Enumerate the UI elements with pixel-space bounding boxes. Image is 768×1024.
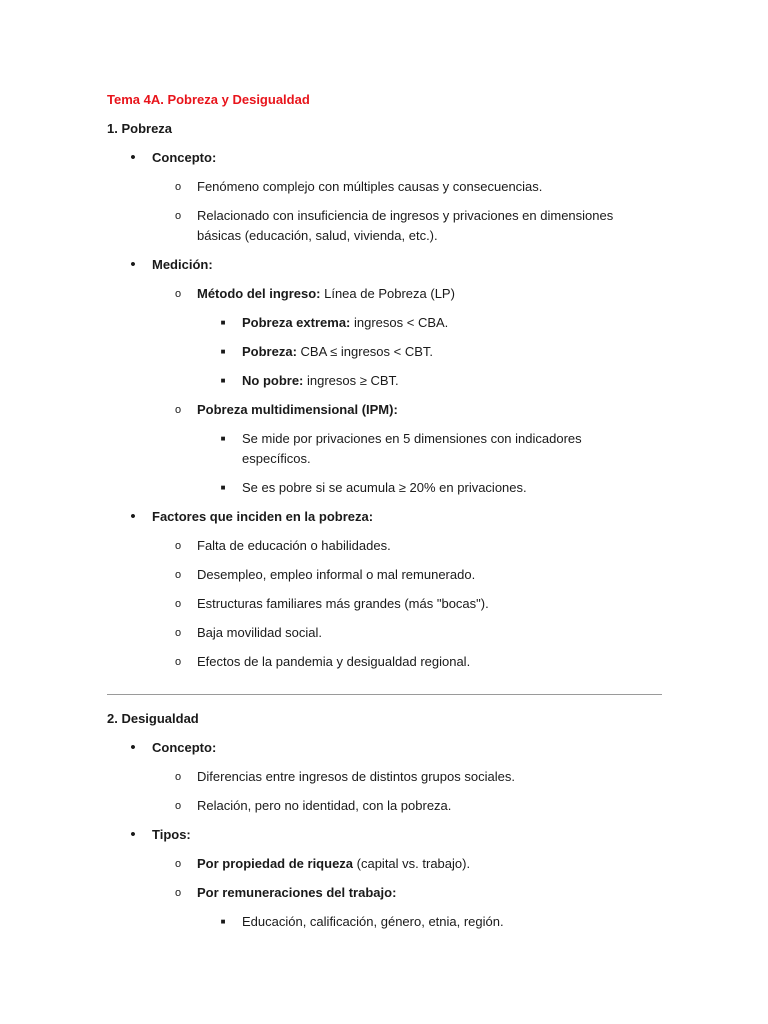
- bullet-marker: o: [174, 656, 182, 668]
- bullet-marker: o: [174, 800, 182, 812]
- item-label: Por propiedad de riqueza: [197, 856, 354, 871]
- bullet-marker: •: [130, 149, 136, 166]
- bullet-marker: o: [174, 858, 182, 870]
- list-item: [242, 313, 448, 333]
- item-label: Pobreza:: [242, 344, 297, 359]
- horizontal-divider: [107, 694, 662, 695]
- item-label: No pobre:: [242, 373, 304, 388]
- list-item: Estructuras familiares más grandes (más "bocas").: [197, 596, 489, 611]
- bullet-marker: ■: [220, 318, 226, 327]
- list-item: Falta de educación o habilidades.: [197, 538, 391, 553]
- bullet-marker: ■: [220, 917, 226, 926]
- list-item: Desempleo, empleo informal o mal remunerado.: [197, 567, 476, 582]
- metodo-ingreso-label: Método del ingreso:: [197, 286, 321, 301]
- concepto-label: Concepto:: [152, 740, 217, 755]
- list-item: Relacionado con insuficiencia de ingresos y privaciones en dimensiones: [197, 208, 614, 223]
- document-title: Tema 4A. Pobreza y Desigualdad: [107, 92, 310, 107]
- list-item: Baja movilidad social.: [197, 625, 323, 640]
- list-item: Se mide por privaciones en 5 dimensiones con indicadores: [242, 431, 582, 446]
- medicion-label: Medición:: [152, 257, 213, 272]
- list-item: [197, 854, 470, 874]
- bullet-marker: o: [174, 181, 182, 193]
- bullet-marker: o: [174, 598, 182, 610]
- list-item: Efectos de la pandemia y desigualdad regional.: [197, 654, 471, 669]
- list-item: Se es pobre si se acumula ≥ 20% en privaciones.: [242, 480, 527, 495]
- bullet-marker: ■: [220, 347, 226, 356]
- bullet-marker: o: [174, 288, 182, 300]
- concepto-label: Concepto:: [152, 150, 217, 165]
- section-heading-pobreza: 1. Pobreza: [107, 121, 173, 136]
- item-text: (capital vs. trabajo).: [353, 856, 471, 871]
- list-item: [242, 342, 433, 362]
- item-text: ingresos < CBA.: [350, 315, 449, 330]
- bullet-marker: •: [130, 826, 136, 843]
- metodo-ingreso-item: [197, 284, 455, 304]
- tipos-label: Tipos:: [152, 827, 191, 842]
- ipm-label: Pobreza multidimensional (IPM):: [197, 402, 398, 417]
- remuneraciones-label: Por remuneraciones del trabajo:: [197, 885, 397, 900]
- bullet-marker: o: [174, 627, 182, 639]
- bullet-marker: o: [174, 210, 182, 222]
- bullet-marker: o: [174, 540, 182, 552]
- item-text: CBA ≤ ingresos < CBT.: [296, 344, 434, 359]
- list-item: Educación, calificación, género, etnia, región.: [242, 914, 504, 929]
- list-item-continuation: básicas (educación, salud, vivienda, etc.).: [197, 228, 438, 243]
- item-label: Pobreza extrema:: [242, 315, 351, 330]
- section-heading-desigualdad: 2. Desigualdad: [107, 711, 199, 726]
- bullet-marker: ■: [220, 483, 226, 492]
- metodo-ingreso-text: Línea de Pobreza (LP): [320, 286, 455, 301]
- bullet-marker: o: [174, 887, 182, 899]
- bullet-marker: •: [130, 256, 136, 273]
- bullet-marker: o: [174, 569, 182, 581]
- list-item: Diferencias entre ingresos de distintos grupos sociales.: [197, 769, 515, 784]
- bullet-marker: o: [174, 404, 182, 416]
- bullet-marker: ■: [220, 434, 226, 443]
- item-text: ingresos ≥ CBT.: [303, 373, 399, 388]
- bullet-marker: o: [174, 771, 182, 783]
- list-item: [242, 371, 399, 391]
- list-item: Relación, pero no identidad, con la pobreza.: [197, 798, 452, 813]
- bullet-marker: •: [130, 739, 136, 756]
- bullet-marker: ■: [220, 376, 226, 385]
- list-item: Fenómeno complejo con múltiples causas y consecuencias.: [197, 179, 543, 194]
- bullet-marker: •: [130, 508, 136, 525]
- factores-label: Factores que inciden en la pobreza:: [152, 509, 374, 524]
- list-item-continuation: específicos.: [242, 451, 311, 466]
